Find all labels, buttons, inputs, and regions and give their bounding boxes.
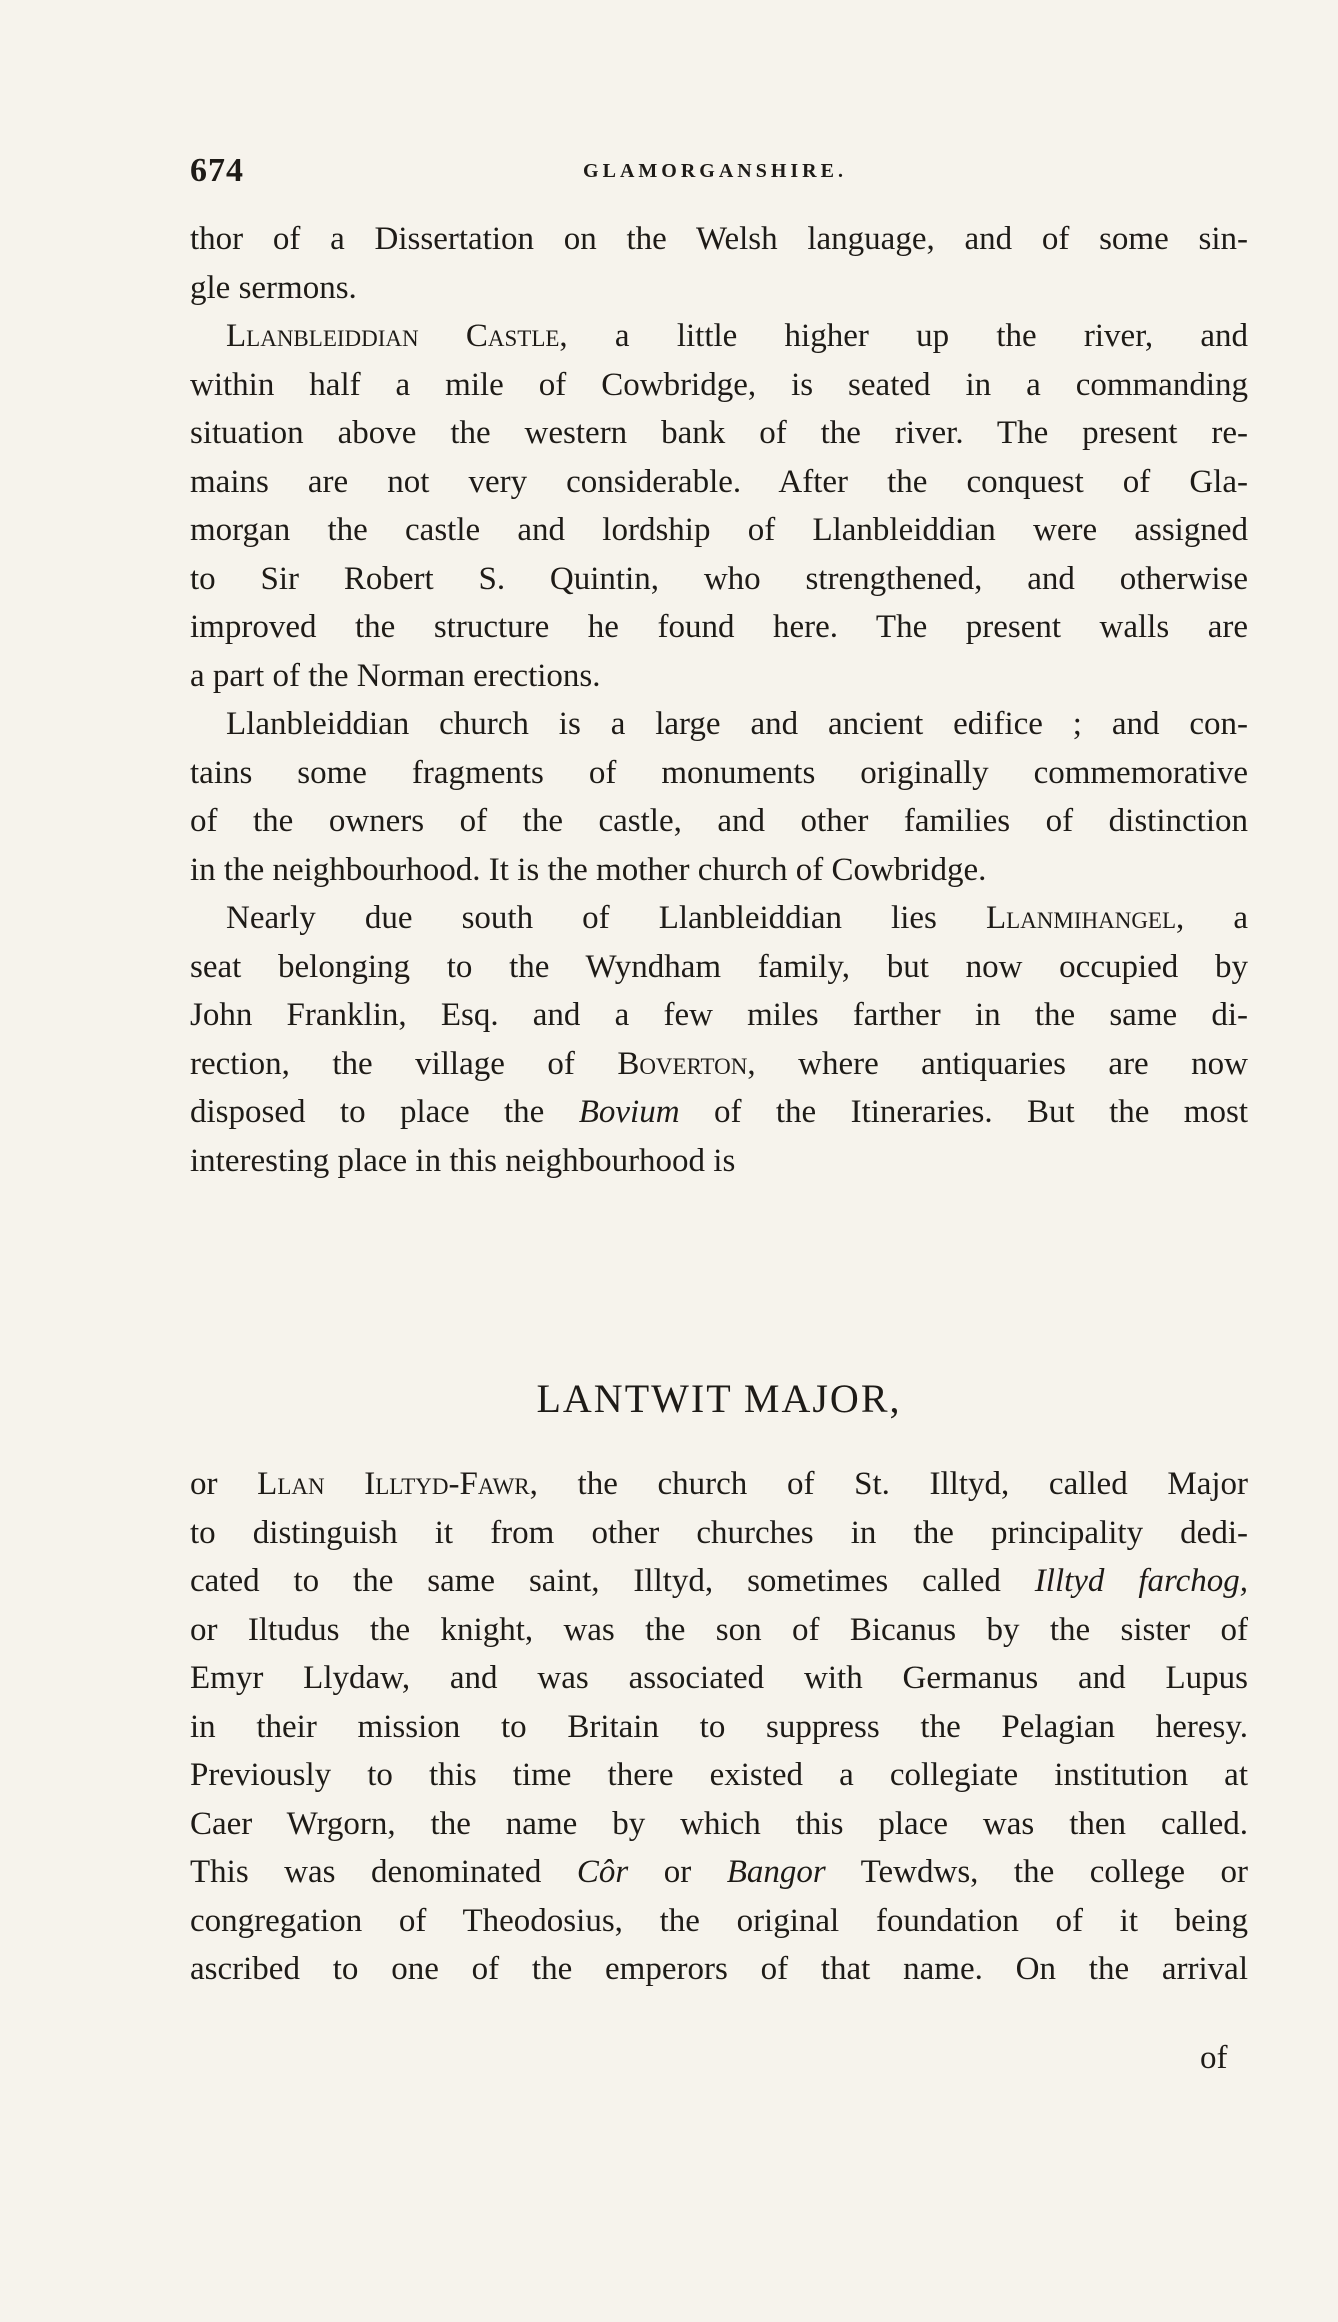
text-line: cated to the same saint, Illtyd, sometimes called Illtyd farchog,	[190, 1563, 1248, 1599]
text-line: ascribed to one of the emperors of that name. On the arrival	[190, 1951, 1248, 1987]
text-line: This was denominated Côr or Bangor Tewdws, the college or	[190, 1854, 1248, 1890]
text-line: improved the structure he found here. The present walls are	[190, 609, 1248, 645]
text-line: interesting place in this neighbourhood is	[190, 1142, 736, 1179]
text-line: gle sermons.	[190, 269, 357, 306]
text-line: to Sir Robert S. Quintin, who strengthened, and otherwise	[190, 560, 1248, 597]
page-number: 674	[190, 152, 244, 189]
place-name: Boverton,	[617, 1045, 756, 1082]
section-title: LANTWIT MAJOR,	[536, 1376, 902, 1421]
italic-term: Bovium	[578, 1094, 680, 1130]
body-text-upper	[190, 215, 1248, 1185]
text-line: mains are not very considerable. After the conquest of Gla-	[190, 463, 1248, 500]
text-line: or Iltudus the knight, was the son of Bicanus by the sister of	[190, 1611, 1248, 1648]
text-line: disposed to place the Bovium of the Itineraries. But the most	[190, 1094, 1248, 1130]
text-line: Llanbleiddian church is a large and ancient edifice ; and con-	[226, 706, 1248, 742]
italic-term: Côr	[576, 1854, 629, 1890]
text-line: John Franklin, Esq. and a few miles farther in the same di-	[190, 997, 1248, 1033]
text-line: Previously to this time there existed a collegiate institution at	[190, 1757, 1248, 1793]
italic-term: Bangor	[726, 1854, 826, 1890]
text-line: Nearly due south of Llanbleiddian lies Llanmihangel, a	[226, 900, 1248, 936]
text-line: Caer Wrgorn, the name by which this place was then called.	[190, 1805, 1248, 1842]
catchword: of	[1200, 2040, 1228, 2076]
text-line: thor of a Dissertation on the Welsh language, and of some sin-	[190, 221, 1248, 257]
text-line: Llanbleiddian Castle, a little higher up the river, and	[226, 318, 1248, 354]
italic-term: Illtyd farchog,	[1034, 1563, 1248, 1599]
place-name: Llan Illtyd-Fawr,	[257, 1466, 538, 1502]
place-name: Llanbleiddian Castle,	[226, 318, 568, 354]
text-line: within half a mile of Cowbridge, is seated in a commanding	[190, 366, 1248, 403]
text-line: a part of the Norman erections.	[190, 657, 601, 694]
text-line: rection, the village of Boverton, where antiquaries are now	[190, 1045, 1248, 1082]
text-line: or Llan Illtyd-Fawr, the church of St. Illtyd, called Major	[190, 1466, 1249, 1502]
page-header	[190, 152, 1240, 192]
place-name: Llanmihangel,	[985, 900, 1185, 936]
text-line: Emyr Llydaw, and was associated with Germanus and Lupus	[190, 1660, 1248, 1696]
body-text-lower	[190, 1460, 1248, 1994]
text-line: in the neighbourhood. It is the mother church of Cowbridge.	[190, 851, 987, 888]
text-line: morgan the castle and lordship of Llanbleiddian were assigned	[190, 512, 1248, 548]
text-line: situation above the western bank of the river. The present re-	[190, 415, 1248, 451]
running-head: GLAMORGANSHIRE.	[583, 160, 847, 182]
text-line: congregation of Theodosius, the original foundation of it being	[190, 1902, 1248, 1939]
text-line: of the owners of the castle, and other families of distinction	[190, 803, 1248, 839]
text-line: in their mission to Britain to suppress the Pelagian heresy.	[190, 1708, 1248, 1745]
text-line: seat belonging to the Wyndham family, but now occupied by	[190, 948, 1248, 985]
text-line: tains some fragments of monuments originally commemorative	[190, 754, 1248, 791]
text-line: to distinguish it from other churches in the principality dedi-	[190, 1514, 1248, 1551]
